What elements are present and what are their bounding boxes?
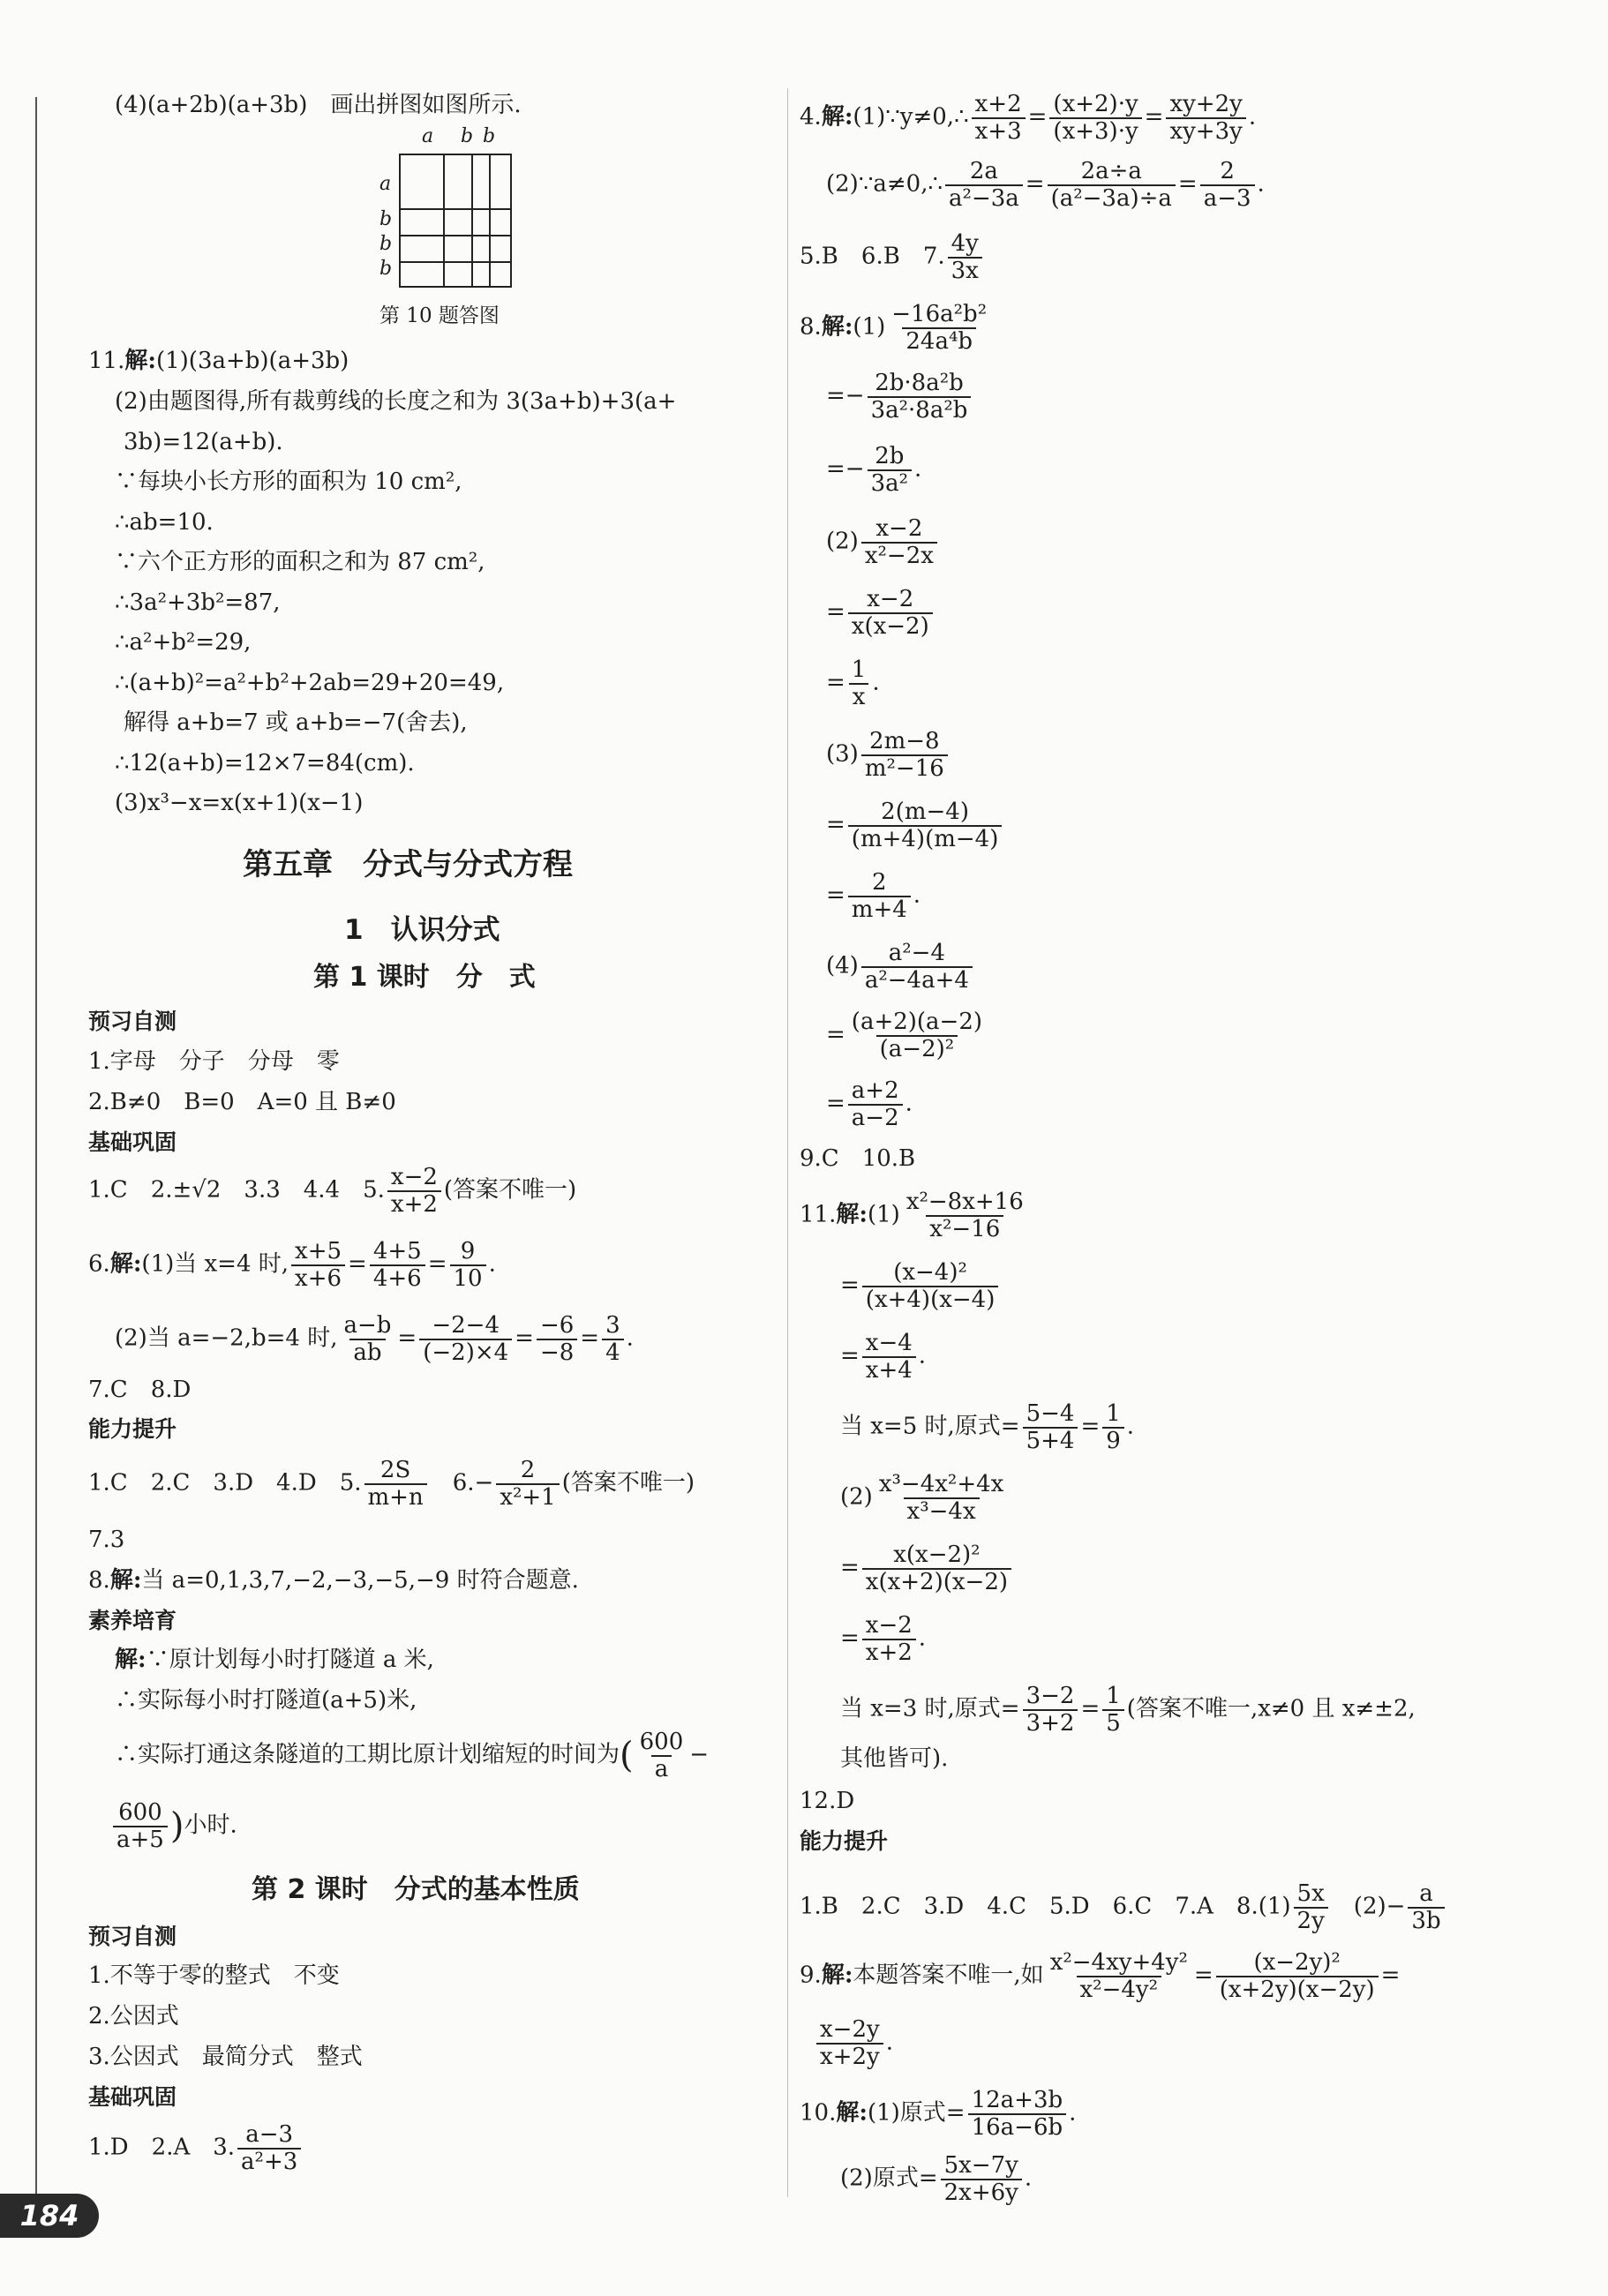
numerator: 4y (951, 230, 979, 257)
text: (4) (826, 952, 859, 979)
fraction (941, 2153, 1022, 2205)
denominator: a²−3a (945, 184, 1023, 212)
numerator: a−3 (245, 2121, 294, 2148)
q11-number: 11. (88, 348, 125, 374)
q8-a1 (800, 302, 993, 354)
fraction (848, 870, 911, 922)
text: 1.C 2.±√2 3.3 4.4 5. (88, 1176, 385, 1204)
denominator: (m+4)(m−4) (848, 825, 1003, 852)
fraction (636, 1730, 688, 1782)
fraction (968, 2088, 1067, 2140)
figure-caption: 第 10 题答图 (379, 304, 500, 327)
l2-preview-heading: 预习自测 (88, 1924, 177, 1949)
q11-line12: (3)x³−x=x(x+1)(x−1) (115, 790, 364, 816)
numerator: a (1419, 1880, 1433, 1907)
numerator: a²−4 (888, 940, 946, 966)
numerator: 12a+3b (971, 2087, 1063, 2113)
q11-line5: ∴ab=10. (115, 509, 214, 536)
denominator: x+2y (816, 2043, 883, 2070)
q11-a3: = $\frac{x-4}{x+4}$ . (840, 1330, 927, 1384)
numerator: 600 (639, 1729, 684, 1755)
denominator: xy+3y (1166, 117, 1245, 145)
fraction (1102, 1401, 1124, 1453)
fraction (903, 1189, 1027, 1242)
fraction (848, 1078, 903, 1130)
fraction (948, 231, 982, 283)
q8-c3: = $\frac{2}{m+4}$ . (826, 869, 921, 923)
l1-basic-6-2: (2)当 a=−2,b=4 时, $\frac{a-b}{ab}$ = $\frac{-2-4}{(-2)\times 4}$ = $\frac{-6}{-8}$ = $\frac{3}{4}$ . (115, 1312, 634, 1366)
numerator: 2m−8 (869, 728, 940, 754)
numerator: 2S (379, 1457, 411, 1483)
denominator: 3+2 (1023, 1709, 1078, 1737)
numerator: x(x−2)² (893, 1542, 981, 1568)
fraction (875, 1472, 1008, 1524)
denominator: x(x−2) (848, 612, 933, 640)
lesson1-title: 第 1 课时 分 式 (313, 962, 536, 993)
solve-label: 解: (821, 1962, 853, 1989)
text: 8. (800, 313, 822, 341)
q8-c2: = $\frac{2(m-4)}{(m+4)(m-4)}$ (826, 799, 1004, 852)
numerator: 2a÷a (1080, 158, 1142, 184)
grid-line (471, 155, 473, 286)
r-ability-heading: 能力提升 (800, 1828, 889, 1854)
denominator: (a²−3a)÷a (1048, 184, 1176, 212)
text: (答案不唯一) (561, 1469, 695, 1497)
grid-line (401, 261, 510, 263)
l2-basic-heading: 基础巩固 (88, 2084, 177, 2110)
paren-open: ( (620, 1735, 634, 1776)
numerator: x²−8x+16 (905, 1189, 1024, 1215)
solve-label: 解: (821, 313, 853, 341)
numerator: 2 (1220, 158, 1235, 184)
l1-literacy-3: ∴实际打通这条隧道的工期比原计划缩短的时间为( $\frac{600}{a}$ − (115, 1729, 710, 1782)
figure-10 (362, 125, 530, 315)
text: 11. (800, 1201, 837, 1228)
grid-line (401, 208, 510, 210)
fraction (1023, 1401, 1078, 1453)
text: 小时. (184, 1812, 237, 1839)
numerator: (x+2)·y (1053, 91, 1138, 117)
numerator: 1 (1106, 1683, 1121, 1709)
denominator: a+5 (113, 1826, 168, 1853)
text: (2)当 a=−2,b=4 时, (115, 1324, 338, 1352)
text: (2) (826, 528, 859, 555)
page-number: 184 (0, 2194, 99, 2238)
grid-line (401, 235, 510, 236)
numerator: 600 (118, 1799, 162, 1826)
q11-b3: = $\frac{x-2}{x+2}$ . (840, 1612, 927, 1666)
text: ∵原计划每小时打隧道 a 米, (146, 1647, 434, 1673)
numerator: 2(m−4) (881, 799, 969, 825)
l1-literacy-4 (110, 1800, 237, 1852)
fraction (861, 729, 948, 781)
numerator: x−4 (865, 1330, 913, 1356)
numerator: x−2 (875, 515, 923, 542)
fraction (496, 1458, 559, 1510)
denominator: 3x (948, 257, 982, 284)
denominator: x²+1 (496, 1483, 559, 1511)
fraction (848, 799, 1003, 852)
text: 1.C 2.C 3.D 4.D 5. (88, 1469, 362, 1497)
solve-label: 解: (109, 1250, 142, 1278)
fraction (888, 302, 990, 354)
numerator: 2b (875, 443, 905, 469)
r-ability-10-2: (2)原式= $\frac{5x-7y}{2x+6y}$ . (840, 2152, 1033, 2206)
fraction (602, 1313, 624, 1365)
q11-line8: ∴a²+b²=29, (115, 629, 252, 656)
fraction (861, 516, 937, 568)
denominator: 3a² (868, 469, 912, 497)
denominator: 16a−6b (968, 2113, 1067, 2141)
numerator: 2a (969, 158, 998, 184)
numerator: −6 (539, 1312, 575, 1339)
grid-line (443, 155, 445, 286)
q11-line2: (2)由题图得,所有裁剪线的长度之和为 3(3a+b)+3(a+ (115, 388, 677, 415)
q11-solve-label: 解: (124, 348, 156, 374)
denominator: (a−2)² (876, 1035, 958, 1062)
q11-line7: ∴3a²+3b²=87, (115, 589, 281, 616)
fraction (816, 2017, 883, 2069)
l1-ability-7: 7.3 (88, 1527, 125, 1553)
denominator: x+2 (387, 1190, 441, 1218)
denominator: x²−4y² (1077, 1976, 1162, 2003)
text: (1) (853, 313, 886, 341)
fraction (1102, 1684, 1124, 1736)
numerator: 9 (460, 1238, 476, 1264)
text: 9. (800, 1962, 822, 1989)
fraction (862, 1613, 916, 1665)
l1-ability-heading: 能力提升 (88, 1416, 177, 1442)
fraction (862, 1331, 916, 1383)
numerator: 5−4 (1026, 1400, 1075, 1427)
fraction (1216, 1950, 1379, 2002)
denominator: x²−16 (926, 1215, 1003, 1242)
numerator: xy+2y (1169, 91, 1243, 117)
q4-line1: 4.解:(1)∵y≠0,∴ $\frac{x+2}{x+3}$ = $\frac{(x+2)\cdot y}{(x+3)\cdot y}$ = $\frac{xy+2y}{xy+3y}$ . (800, 91, 1257, 145)
numerator: (x−2y)² (1253, 1949, 1341, 1976)
fraction (1200, 159, 1255, 211)
denominator: 24a⁴b (902, 327, 976, 355)
r-ability-10-1: 10.解:(1)原式= $\frac{12a+3b}{16a-6b}$ . (800, 2087, 1077, 2141)
q8-c1 (826, 729, 951, 781)
denominator: 9 (1102, 1427, 1124, 1454)
fig-side-b1: b (379, 208, 393, 230)
l1-basic-heading: 基础巩固 (88, 1129, 177, 1155)
denominator: 3b (1408, 1907, 1444, 1934)
numerator: x−2 (865, 1612, 913, 1639)
q11-a1 (800, 1189, 1030, 1242)
fraction (1048, 159, 1176, 211)
denominator: x+4 (862, 1356, 916, 1384)
denominator: x (849, 683, 869, 710)
q11-b2: = $\frac{\text{x(x−2)²}}{x(x+2)(x-2)}$ (840, 1542, 1014, 1594)
numerator: (a+2)(a−2) (851, 1009, 983, 1035)
fraction (370, 1239, 425, 1291)
denominator: (−2)×4 (419, 1339, 512, 1366)
denominator: 4 (602, 1339, 624, 1366)
denominator: 4+6 (370, 1264, 425, 1292)
numerator: x−2 (390, 1164, 438, 1190)
l1-literacy-1 (115, 1647, 434, 1674)
denominator: ab (349, 1339, 385, 1366)
numerator: x³−4x²+4x (878, 1471, 1004, 1497)
l1-literacy-heading: 素养培育 (88, 1608, 177, 1633)
fraction (113, 1800, 168, 1852)
chapter-title: 第五章 分式与分式方程 (243, 847, 573, 882)
q11-b1 (840, 1472, 1010, 1524)
q9-10: 9.C 10.B (800, 1145, 916, 1172)
fraction (972, 92, 1026, 144)
denominator: (x+2y)(x−2y) (1216, 1976, 1379, 2003)
denominator: (x+3)·y (1049, 117, 1141, 145)
text: (2)∵a≠0,∴ (826, 170, 943, 198)
denominator: a²−4a+4 (861, 966, 973, 994)
q8-a2: =− $\frac{\text{2b·8a²b}}{\text{3a²·8a²b}}$ (826, 371, 973, 423)
text: 本题答案不唯一,如 (853, 1962, 1044, 1989)
denominator: 2y (1294, 1907, 1328, 1934)
denominator: a (651, 1755, 673, 1782)
denominator: x³−4x (904, 1497, 980, 1525)
numerator: 2 (872, 869, 887, 896)
solve-label: 解: (821, 103, 853, 131)
fraction (945, 159, 1023, 211)
numerator: 2 (520, 1457, 536, 1483)
fraction (364, 1458, 427, 1510)
text: 1.B 2.C 3.D 4.C 5.D 6.C 7.A 8.(1) (800, 1893, 1291, 1920)
grid-line (489, 155, 491, 286)
denominator: m+n (364, 1483, 427, 1511)
right-column (787, 0, 1608, 2296)
left-column (0, 0, 787, 2296)
numerator: 5x (1296, 1880, 1325, 1907)
solve-label: 解: (836, 2099, 868, 2127)
q8-d3: = $\frac{a+2}{a-2}$ . (826, 1077, 913, 1131)
q11-line10: 解得 a+b=7 或 a+b=−7(舍去), (124, 709, 468, 736)
fraction (848, 657, 870, 709)
fraction (387, 1165, 441, 1217)
paren-close: ) (169, 1805, 184, 1847)
text: (答案不唯一,x≠0 且 x≠±2, (1126, 1695, 1416, 1722)
q11-line3: 3b)=12(a+b). (124, 429, 283, 455)
lesson2-title: 第 2 课时 分式的基本性质 (252, 1874, 580, 1905)
denominator: x+6 (291, 1264, 345, 1292)
l1-basic-1-5 (88, 1165, 576, 1217)
section-title: 1 认识分式 (344, 914, 500, 946)
numerator: x−2y (820, 2016, 880, 2043)
denominator: −8 (537, 1339, 577, 1366)
r-ability-9b: $\frac{x-2y}{x+2y}$ . (814, 2017, 893, 2069)
fraction (848, 1009, 986, 1062)
fraction (537, 1313, 577, 1365)
text: 当 x=5 时,原式= (840, 1413, 1020, 1440)
numerator: 4+5 (372, 1238, 422, 1264)
q11-line6: ∵六个正方形的面积之和为 87 cm², (115, 549, 485, 575)
fraction (868, 371, 972, 423)
text: 当 x=3 时,原式= (840, 1695, 1020, 1722)
numerator: x−2 (867, 586, 914, 612)
q8-d2: = $\frac{(a+2)(a-2)}{\text{(a−2)²}}$ (826, 1009, 988, 1062)
fraction (848, 587, 933, 639)
r-ability-1-8 (800, 1881, 1447, 1933)
l2-preview-2: 2.公因式 (88, 2003, 179, 2030)
fig-side-a: a (379, 173, 392, 195)
text: (答案不唯一) (443, 1176, 577, 1204)
text: (1)原式= (867, 2099, 966, 2127)
tiling-grid (399, 154, 512, 288)
q8-b2: = $\frac{x-2}{x(x-2)}$ (826, 587, 935, 639)
q8-b3: = $\frac{1}{x}$ . (826, 657, 880, 710)
q11-line9: ∴(a+b)²=a²+b²+2ab=29+20=49, (115, 670, 505, 696)
denominator: m²−16 (861, 754, 948, 782)
fraction (450, 1239, 486, 1291)
fraction (1049, 92, 1141, 144)
fraction (419, 1313, 512, 1365)
denominator: m+4 (848, 896, 911, 923)
q12: 12.D (800, 1788, 855, 1814)
l2-basic-1-3 (88, 2122, 304, 2174)
l1-ability-8 (88, 1567, 579, 1594)
denominator: 10 (450, 1264, 486, 1292)
text: (2)原式= (840, 2165, 938, 2192)
numerator: 3 (605, 1312, 620, 1339)
l2-preview-1: 1.不等于零的整式 不变 (88, 1962, 340, 1989)
l1-basic-6-1: 6.解:(1)当 x=4 时, $\frac{x+5}{x+6}$ = $\frac{4+5}{4+6}$ = $\frac{9}{10}$ . (88, 1238, 496, 1292)
text: (1)当 x=4 时, (141, 1250, 289, 1278)
fraction (868, 444, 912, 496)
denominator: x(x+2)(x−2) (862, 1568, 1011, 1595)
denominator: a−3 (1200, 184, 1255, 212)
fraction (1047, 1950, 1191, 2002)
q11-part1: (1)(3a+b)(a+3b) (155, 348, 349, 374)
fig-side-b2: b (379, 233, 393, 255)
numerator: x+5 (295, 1238, 342, 1264)
denominator: 5 (1102, 1709, 1124, 1737)
text: 10. (800, 2099, 837, 2127)
denominator: 3a²·8a²b (868, 396, 972, 424)
fraction (861, 941, 973, 993)
solve-label: 解: (115, 1647, 147, 1673)
fraction (1408, 1881, 1444, 1933)
text: 4. (800, 103, 822, 131)
numerator: a+2 (851, 1077, 899, 1104)
denominator: (x+4)(x−4) (862, 1286, 999, 1313)
fig-top-a: a (422, 125, 434, 147)
text: 当 a=0,1,3,7,−2,−3,−5,−9 时符合题意. (141, 1567, 579, 1594)
fraction (1166, 92, 1245, 144)
denominator: x+2 (862, 1639, 916, 1666)
q11-line11: ∴12(a+b)=12×7=84(cm). (115, 750, 415, 777)
numerator: (x−4)² (893, 1259, 967, 1286)
q8-b1 (826, 516, 940, 568)
q11-line1 (88, 348, 349, 375)
q11-a4: 当 x=5 时,原式= $\frac{5-4}{5+4}$ = $\frac{1}{9}$ . (840, 1400, 1135, 1454)
l1-preview-2: 2.B≠0 B=0 A=0 且 B≠0 (88, 1089, 396, 1115)
q5-7 (800, 231, 985, 283)
fraction (862, 1260, 999, 1312)
denominator: x²−2x (861, 542, 937, 569)
numerator: 5x−7y (943, 2152, 1018, 2179)
l1-preview-1: 1.字母 分子 分母 零 (88, 1048, 340, 1075)
q8-d1 (826, 941, 975, 993)
text: (2) (840, 1483, 873, 1511)
q11-b5: 其他皆可). (840, 1745, 949, 1772)
fig-top-b2: b (483, 125, 496, 147)
text: (1)∵y≠0,∴ (853, 103, 969, 131)
q11-a2: = $\frac{\text{(x−4)²}}{(x+4)(x-4)}$ (840, 1260, 1001, 1312)
l2-preview-3: 3.公因式 最简分式 整式 (88, 2044, 363, 2070)
fraction (291, 1239, 345, 1291)
text: 8. (88, 1567, 110, 1594)
q4-line2: (2)∵a≠0,∴ $\frac{2a}{\text{a²−3a}}$ = $\frac{2a\div a}{\text{(a²−3a)÷a}}$ = $\frac{2}{a-3}$ . (826, 158, 1265, 212)
q11-b4: 当 x=3 时,原式= $\frac{3-2}{3+2}$ = $\frac{1}{5}$ (答案不唯一,x≠0 且 x≠±2, (840, 1683, 1416, 1737)
numerator: 1 (1106, 1400, 1121, 1427)
denominator: 2x+6y (941, 2179, 1022, 2206)
denominator: a²+3 (237, 2148, 301, 2175)
fraction (1294, 1881, 1328, 1933)
numerator: 1 (851, 657, 867, 683)
l1-ability-1-6 (88, 1458, 695, 1510)
fraction (340, 1313, 394, 1365)
text: 6. (88, 1250, 110, 1278)
fig-top-b1: b (461, 125, 474, 147)
text: 1.D 2.A 3. (88, 2134, 236, 2161)
solve-label: 解: (836, 1201, 868, 1228)
numerator: 3−2 (1026, 1683, 1075, 1709)
numerator: 2b·8a²b (875, 370, 964, 396)
numerator: −16a²b² (891, 301, 988, 327)
solve-label: 解: (109, 1567, 142, 1594)
l1-preview-heading: 预习自测 (88, 1009, 177, 1034)
text: 6.− (452, 1469, 494, 1497)
denominator: a−2 (848, 1104, 903, 1131)
text: (3) (826, 740, 859, 768)
r-ability-9: 9.解:本题答案不唯一,如 $\frac{\text{x²−4xy+4y²}}{\text{x²−4y²}}$ = $\frac{\text{(x−2y)²}}{(x+2y)(x-2y)}$ = (800, 1949, 1401, 2003)
q8-a3: =− $\frac{2b}{\text{3a²}}$ . (826, 443, 922, 497)
denominator: x+3 (972, 117, 1026, 145)
numerator: x²−4xy+4y² (1049, 1949, 1188, 1976)
q11-line4: ∵每块小长方形的面积为 10 cm², (115, 469, 462, 495)
text: (1) (867, 1201, 900, 1228)
l1-basic-7-8: 7.C 8.D (88, 1377, 192, 1403)
numerator: −2−4 (432, 1312, 500, 1339)
numerator: x+2 (974, 91, 1022, 117)
text: 5.B 6.B 7. (800, 243, 945, 270)
fraction (237, 2122, 301, 2174)
q10-part4: (4)(a+2b)(a+3b) 画出拼图如图所示. (115, 92, 522, 118)
fraction (862, 1542, 1011, 1594)
denominator: 5+4 (1023, 1427, 1078, 1454)
text: ∴实际打通这条隧道的工期比原计划缩短的时间为 (115, 1741, 620, 1768)
numerator: a−b (343, 1312, 392, 1339)
l1-literacy-2: ∴实际每小时打隧道(a+5)米, (115, 1687, 417, 1714)
text: (2)− (1353, 1893, 1406, 1920)
fraction (1023, 1684, 1078, 1736)
fig-side-b3: b (379, 258, 393, 280)
